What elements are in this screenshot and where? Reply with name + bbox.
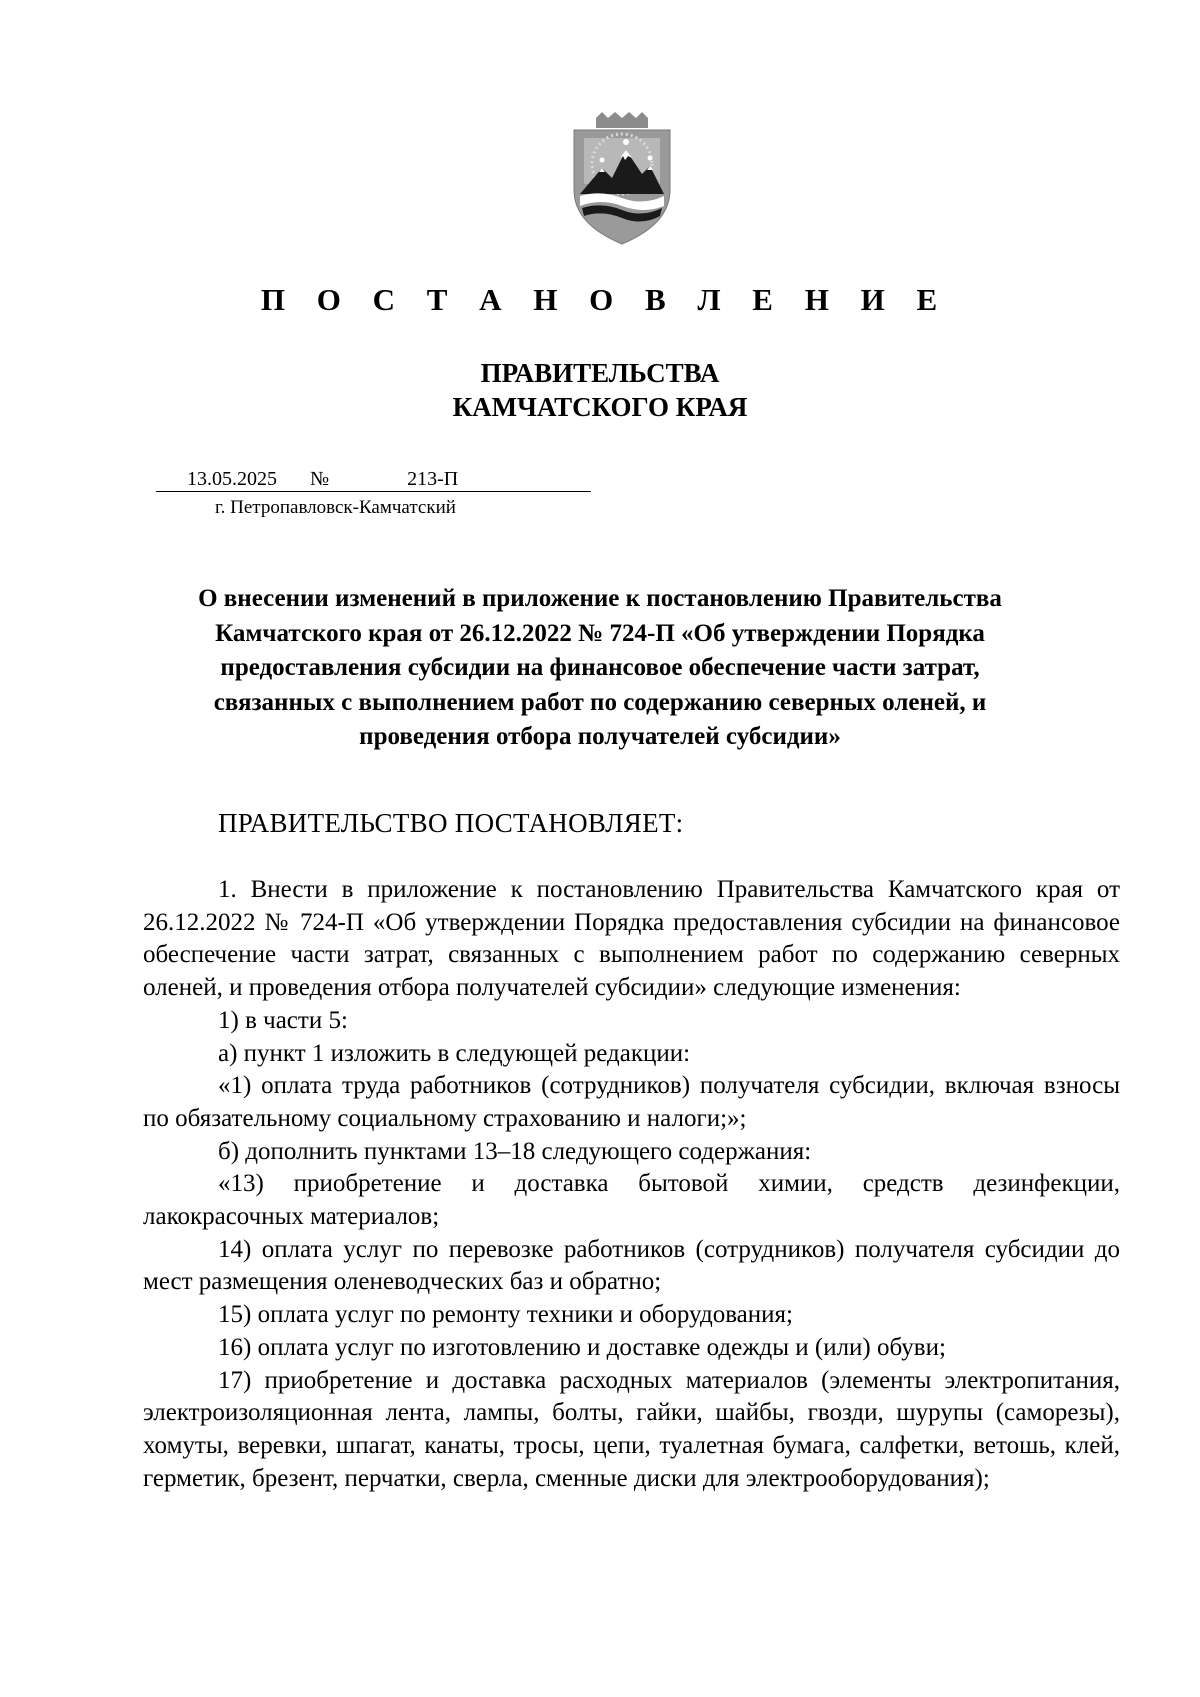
decree-heading: ПРАВИТЕЛЬСТВО ПОСТАНОВЛЯЕТ: bbox=[218, 808, 684, 838]
paragraph: 14) оплата услуг по перевозке работников (сотрудников) получателя субсидии до мест размещения оленеводческих баз и обратно; bbox=[143, 1235, 1120, 1296]
date-number-line bbox=[156, 466, 591, 492]
document-date: 13.05.2025 bbox=[156, 467, 308, 492]
issuer bbox=[0, 356, 1200, 424]
document-body bbox=[143, 874, 1120, 1495]
paragraph: «13) приобретение и доставка бытовой химии, средств дезинфекции, лакокрасочных материалов; bbox=[143, 1170, 1120, 1231]
paragraph: 17) приобретение и доставка расходных материалов (элементы электропитания, электроизоляционная лента, лампы, болты, гайки, шайбы, гвозди, шурупы (саморезы), хомуты, веревки, шпагат, канаты, тросы, цепи, туалетная бумага, салфетки, ветошь, клей, герметик, брезент, перчатки, сверла, сменные диски для электрооборудования); bbox=[143, 1366, 1120, 1492]
subject-line: О внесении изменений в приложение к постановлению Правительства bbox=[198, 585, 1002, 612]
paragraph: 1. Внести в приложение к постановлению Правительства Камчатского края от 26.12.2022 № 724-П «Об утверждении Порядка предоставления субсидии на финансовое обеспечение части затрат, связанных с выполнением работ по содержанию северных оленей, и проведения отбора получателей субсидии» следующие изменения: bbox=[143, 876, 1120, 1002]
document-subject bbox=[140, 582, 1060, 755]
subject-line: предоставления субсидии на финансовое обеспечение части затрат, bbox=[220, 654, 980, 681]
issuer-line: КАМЧАТСКОГО КРАЯ bbox=[452, 392, 748, 422]
subject-line: проведения отбора получателей субсидии» bbox=[359, 723, 841, 750]
paragraph: б) дополнить пунктами 13–18 следующего содержания: bbox=[218, 1137, 812, 1165]
subject-line: связанных с выполнением работ по содержанию северных оленей, и bbox=[213, 688, 987, 716]
document-city: г. Петропавловск-Камчатский bbox=[215, 497, 456, 518]
paragraph: «1) оплата труда работников (сотрудников) получателя субсидии, включая взносы по обязательному социальному страхованию и налоги;»; bbox=[143, 1072, 1120, 1132]
kamchatka-coat-of-arms-icon bbox=[568, 112, 676, 246]
subject-line: Камчатского края от 26.12.2022 № 724-П «Об утверждении Порядка bbox=[215, 619, 985, 647]
issuer-line: ПРАВИТЕЛЬСТВА bbox=[480, 358, 720, 388]
paragraph: а) пункт 1 изложить в следующей редакции: bbox=[218, 1039, 691, 1067]
document-meta bbox=[156, 466, 591, 520]
document-number: 213-П bbox=[407, 468, 459, 490]
number-sign: № bbox=[310, 468, 330, 490]
document-type-title: П О С Т А Н О В Л Е Н И Е bbox=[260, 282, 950, 317]
document-number-field bbox=[331, 467, 591, 492]
paragraph: 1) в части 5: bbox=[218, 1006, 348, 1034]
paragraph: 15) оплата услуг по ремонту техники и оборудования; bbox=[218, 1301, 793, 1329]
paragraph: 16) оплата услуг по изготовлению и доставке одежды и (или) обуви; bbox=[218, 1333, 946, 1361]
